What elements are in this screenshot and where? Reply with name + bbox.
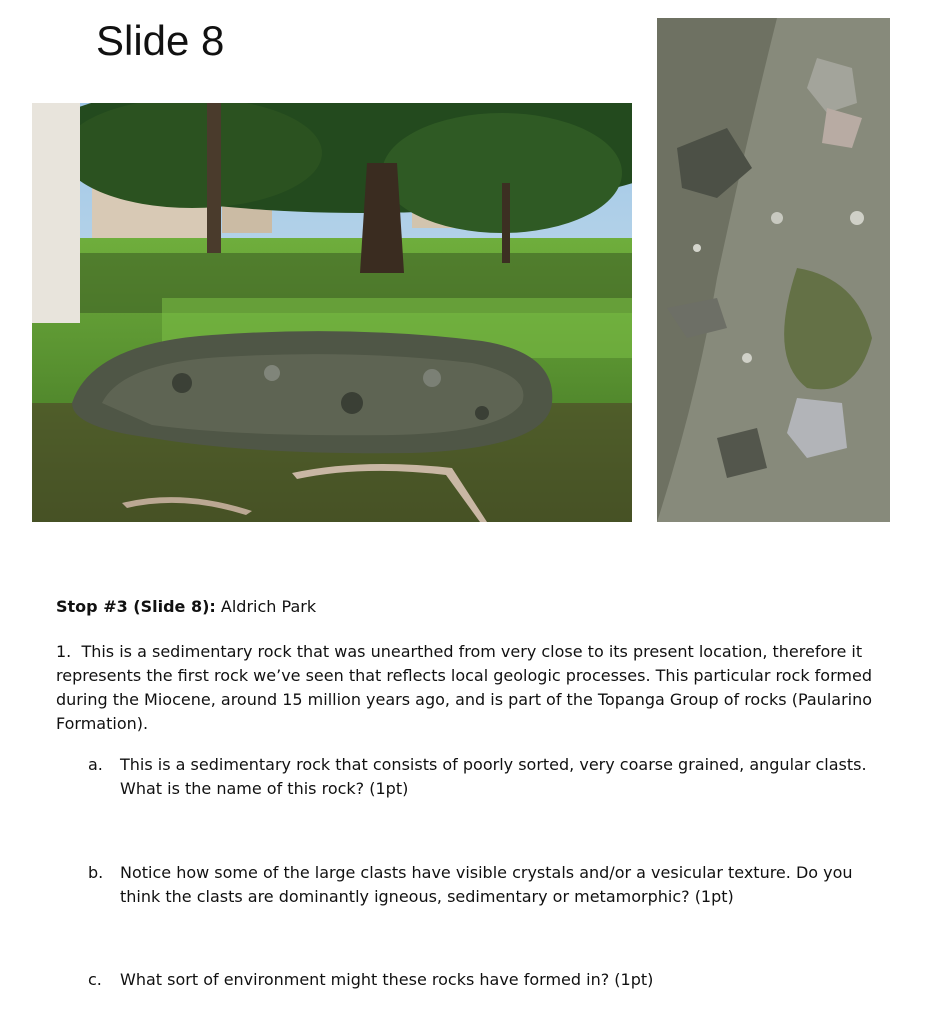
sub-question-a-text: This is a sedimentary rock that consists of poorly sorted, very coarse grained, angular clasts. What is the name of this rock? (1pt) (120, 755, 867, 798)
slide-title: Slide 8 (96, 17, 225, 64)
question-1 (56, 640, 876, 736)
sub-question-c-letter: c. (88, 970, 102, 989)
sub-question-a-letter: a. (88, 755, 103, 774)
park-boulder-image (32, 103, 632, 522)
stop-heading (56, 597, 316, 616)
sub-question-a (88, 753, 888, 801)
sub-question-c (88, 968, 888, 992)
sub-question-b-letter: b. (88, 863, 104, 882)
stop-location: Aldrich Park (215, 597, 317, 616)
rock-closeup-image (657, 18, 890, 522)
stop-label: Stop #3 (Slide 8): (56, 597, 216, 616)
rock-closeup-photo (657, 18, 890, 522)
question-1-number: 1. (56, 642, 72, 661)
park-boulder-photo (32, 103, 632, 522)
sub-question-b-text: Notice how some of the large clasts have visible crystals and/or a vesicular texture. Do you think the clasts are dominantly igneous, sedimentary or metamorphic? (1pt) (120, 863, 853, 906)
question-1-text: This is a sedimentary rock that was unearthed from very close to its present location, therefore it represents the first rock we’ve seen that reflects local geologic processes. This particular rock formed during the Miocene, around 15 million years ago, and is part of the Topanga Group of rocks (Paularino Formation). (56, 642, 873, 733)
sub-question-b (88, 861, 888, 909)
sub-question-c-text: What sort of environment might these rocks have formed in? (1pt) (120, 970, 654, 989)
